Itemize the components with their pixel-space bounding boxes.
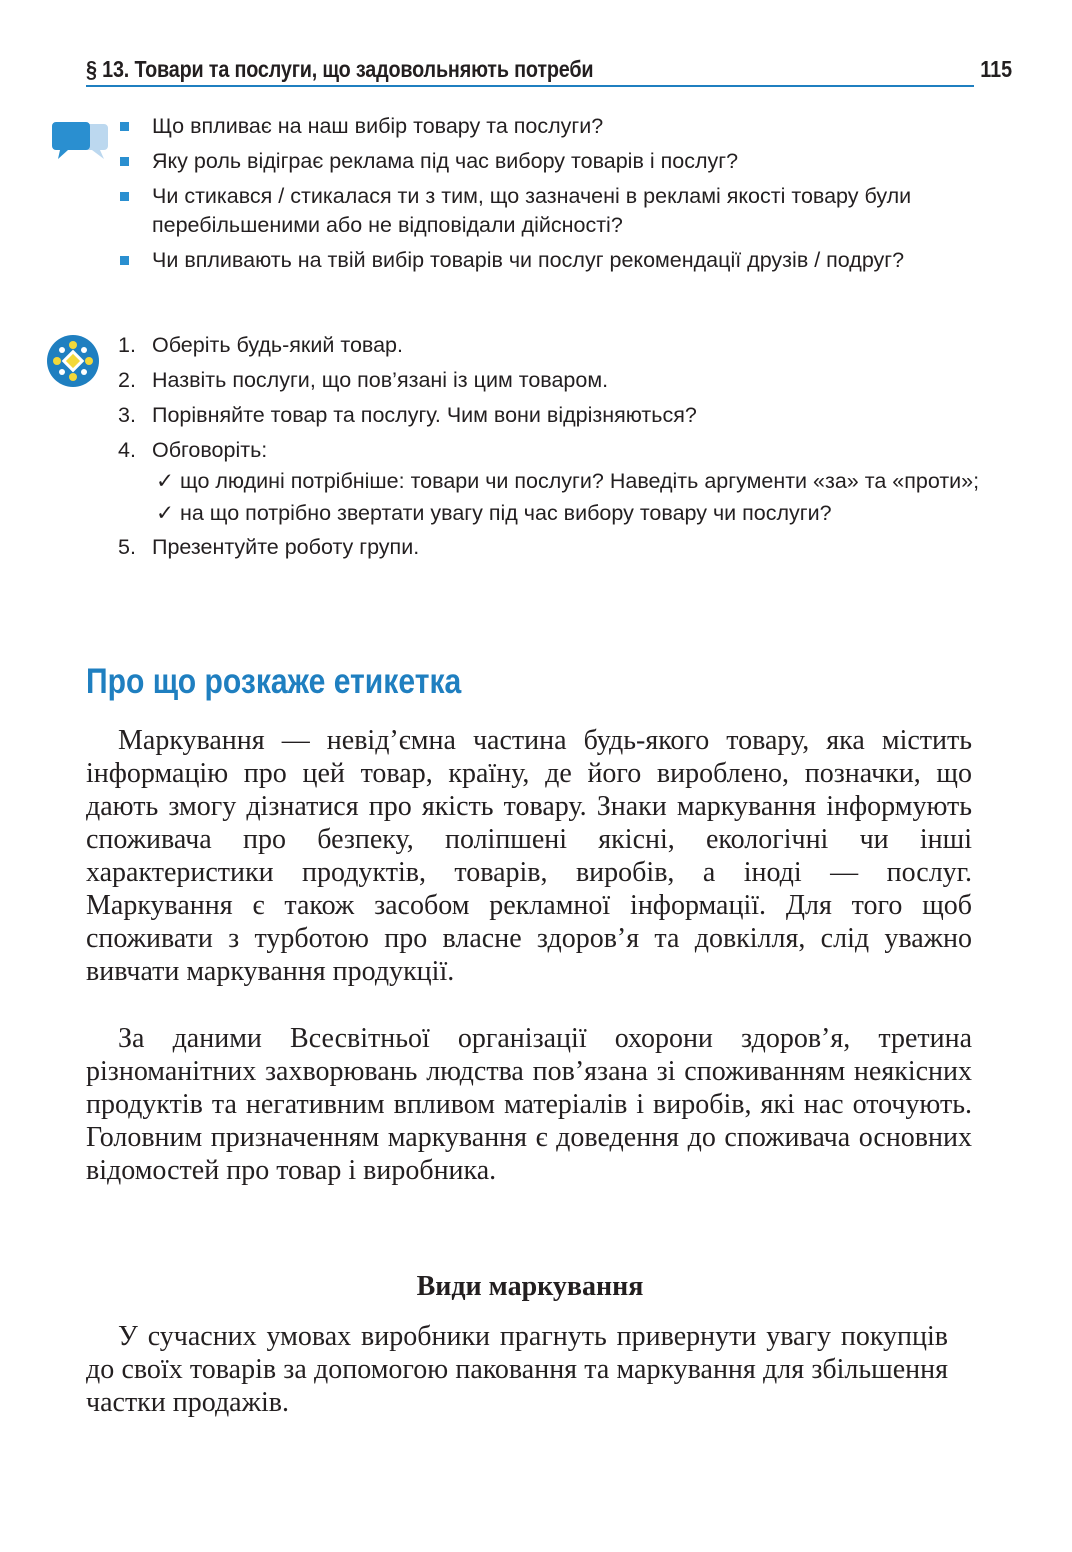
discussion-questions [118,112,988,281]
check-mark-icon: ✓ [156,501,175,525]
body-paragraph: За даними Всесвітньої організації охорони здоров’я, третина різноманітних захворювань людства пов’язана зі споживанням неякісних продуктів та негативним впливом матеріалів і виробів, які нас оточують. Головним призначенням маркування є доведення до споживача основних відомостей про товар і виробника. [86,1023,972,1186]
list-item: Що впливає на наш вибір товару та послуги? [118,112,988,141]
list-item: Чи впливають на твій вибір товарів чи послуг рекомендації друзів / подруг? [118,246,988,275]
discussion-subpoints [152,467,998,527]
list-item: 4. Обговоріть: ✓ що людині потрібніше: товари чи послуги? Наведіть аргументи «за» та «проти»; ✓ на що потрібно звертати увагу під час вибору товару чи послуги? [118,436,998,527]
list-item: Яку роль відіграє реклама під час вибору товарів і послуг? [118,147,988,176]
square-bullet-icon [120,122,129,131]
page-number: 115 [980,56,1012,82]
section-title: Про що розкаже етикетка [86,662,462,701]
body-paragraph: У сучасних умовах виробники прагнуть привернути увагу покупців до своїх товарів за допомогою паковання та маркування для збільшення частки продажів. [86,1321,948,1418]
list-item: 3. Порівняйте товар та послугу. Чим вони відрізняються? [118,403,697,427]
page-header [86,52,1012,88]
square-bullet-icon [120,157,129,166]
list-item: Чи стикався / стикалася ти з тим, що зазначені в рекламі якості товару були перебільшеними або не відповідали дійсності? [118,182,988,240]
square-bullet-icon [120,192,129,201]
list-item: ✓ на що потрібно звертати увагу під час вибору товару чи послуги? [156,501,832,525]
list-item: 5. Презентуйте роботу групи. [118,535,420,559]
body-paragraph: Маркування — невід’ємна частина будь-якого товару, яка містить інформацію про цей товар, країну, де його вироблено, позначки, що дають змогу дізнатися про якість товару. Знаки маркування інформують споживача про безпеку, поліпшені якісні, екологічні чи інші характеристики продуктів, товарів, виробів, а іноді — послуг. Маркування є також засобом рекламної інформації. Для того щоб споживати з турботою про власне здоров’я та довкілля, слід уважно вивчати маркування продукції. [86,725,972,987]
speech-bubbles-icon [50,118,110,168]
chapter-title: § 13. Товари та послуги, що задовольняють потреби [86,56,594,82]
group-work-icon [46,334,100,388]
check-mark-icon: ✓ [156,469,175,493]
subsection-title: Види маркування [416,1271,644,1302]
list-item: ✓ що людині потрібніше: товари чи послуги? Наведіть аргументи «за» та «проти»; [156,469,980,493]
list-item: 2. Назвіть послуги, що пов’язані із цим товаром. [118,368,609,392]
square-bullet-icon [120,256,129,265]
group-tasks [118,331,998,568]
list-item: 1. Оберіть будь-який товар. [118,333,403,357]
header-rule [86,85,974,87]
